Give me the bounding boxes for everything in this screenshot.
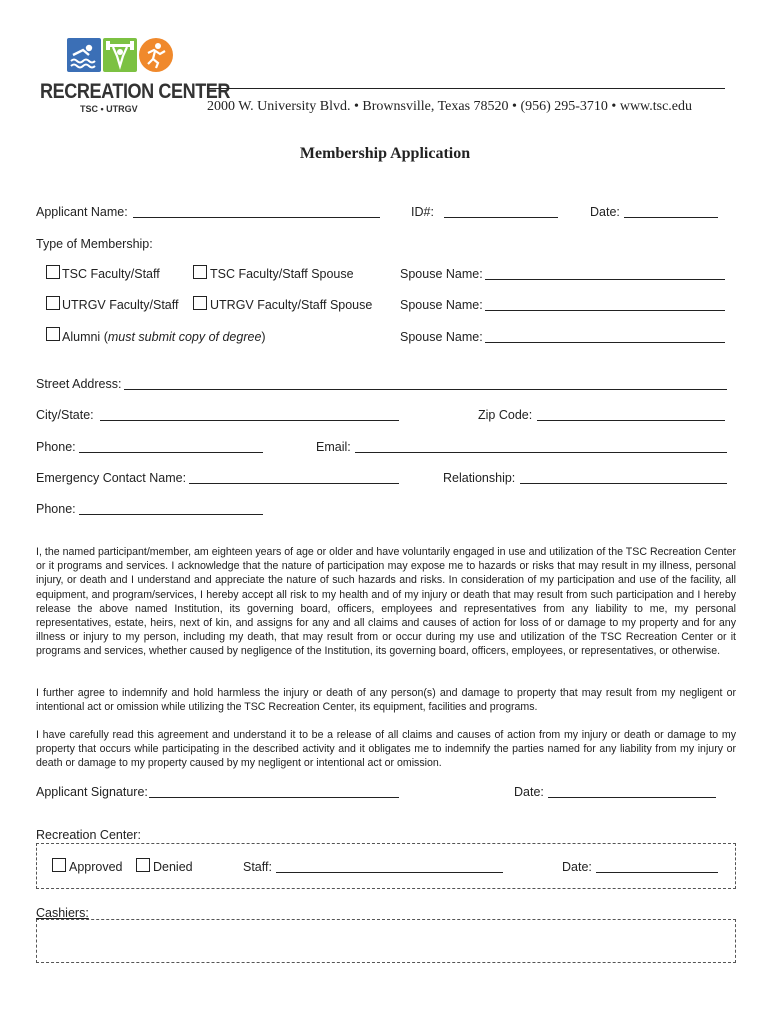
office-date-label: Date: [562, 860, 592, 874]
phone-label: Phone: [36, 440, 76, 454]
spouse-name-label-3: Spouse Name: [400, 330, 483, 344]
checkbox-tsc-spouse[interactable] [193, 265, 207, 279]
checkbox-alumni[interactable] [46, 327, 60, 341]
spouse-name-field-2[interactable] [485, 310, 725, 311]
approved-label: Approved [69, 860, 123, 874]
recreation-center-label: Recreation Center: [36, 828, 141, 842]
city-state-field[interactable] [100, 420, 399, 421]
cashiers-label: Cashiers: [36, 906, 89, 920]
email-field[interactable] [355, 452, 727, 453]
office-date-field[interactable] [596, 872, 718, 873]
alumni-note: must submit copy of degree [107, 330, 262, 344]
phone-field[interactable] [79, 452, 263, 453]
checkbox-utrgv-spouse[interactable] [193, 296, 207, 310]
spouse-name-field-1[interactable] [485, 279, 725, 280]
membership-type-label: Type of Membership: [36, 237, 153, 251]
header-rule [207, 88, 725, 89]
address-line: 2000 W. University Blvd. • Brownsville, Texas 78520 • (956) 295-3710 • www.tsc.edu [207, 99, 693, 114]
denied-label: Denied [153, 860, 193, 874]
zip-code-field[interactable] [537, 420, 725, 421]
option-utrgv-spouse-label: UTRGV Faculty/Staff Spouse [210, 298, 373, 312]
checkbox-approved[interactable] [52, 858, 66, 872]
id-field[interactable] [444, 217, 558, 218]
checkbox-tsc-faculty[interactable] [46, 265, 60, 279]
swimmer-icon [67, 38, 101, 72]
emergency-phone-label: Phone: [36, 502, 76, 516]
logo-title: RECREATION CENTER [40, 80, 231, 103]
email-label: Email: [316, 440, 351, 454]
option-utrgv-faculty-label: UTRGV Faculty/Staff [62, 298, 179, 312]
relationship-label: Relationship: [443, 471, 516, 485]
waiver-paragraph-1: I, the named participant/member, am eighteen years of age or older and have voluntarily engaged in use and utilization of the TSC Recreation Center or it programs and services. I acknowledge that the nature of participation may expose me to hazards or risks that may result in my illness, personal injury, or death and I understand and appreciate the nature of such hazards and risks. In consideration of my participation and use of the facility, all equipment, and program/services, I hereby accept all risk to my health and of my injury or death that may result from such participation and I hereby release the above named Institution, its governing board, officers, employees and representatives from any liability to me, my personal representatives, estate, heirs, next of kin, and assigns for any and all claims and causes of action for loss of or damage to my property and for any illness or injury to my person, including my death, that may result from or occur during my use and utilization of the TSC Recreation Center or it programs and services, whether caused by negligence of the Institution, its governing board, officers, employees, or representatives, or otherwise. [36, 546, 736, 658]
street-address-field[interactable] [124, 389, 727, 390]
option-alumni-label: Alumni (must submit copy of degree) [62, 330, 266, 344]
logo [40, 36, 231, 118]
applicant-date-label: Date: [590, 205, 620, 219]
option-tsc-spouse-label: TSC Faculty/Staff Spouse [210, 267, 354, 281]
emergency-phone-field[interactable] [79, 514, 263, 515]
spouse-name-label-2: Spouse Name: [400, 298, 483, 312]
applicant-signature-label: Applicant Signature: [36, 785, 148, 799]
logo-subtitle: TSC • UTRGV [80, 104, 138, 114]
applicant-date-field[interactable] [624, 217, 718, 218]
applicant-name-field[interactable] [133, 217, 380, 218]
street-address-label: Street Address: [36, 377, 122, 391]
applicant-signature-field[interactable] [149, 797, 399, 798]
zip-code-label: Zip Code: [478, 408, 533, 422]
signature-date-field[interactable] [548, 797, 716, 798]
alumni-text: Alumni [62, 330, 101, 344]
spouse-name-label-1: Spouse Name: [400, 267, 483, 281]
runner-icon [139, 38, 173, 72]
relationship-field[interactable] [520, 483, 727, 484]
emergency-contact-label: Emergency Contact Name: [36, 471, 187, 485]
applicant-name-label: Applicant Name: [36, 205, 128, 219]
weightlifter-icon [103, 38, 137, 72]
emergency-contact-field[interactable] [189, 483, 399, 484]
option-tsc-faculty-label: TSC Faculty/Staff [62, 267, 160, 281]
cashiers-box[interactable] [36, 919, 736, 963]
form-title: Membership Application [299, 145, 471, 162]
staff-label: Staff: [243, 860, 272, 874]
signature-date-label: Date: [514, 785, 544, 799]
id-label: ID#: [411, 205, 434, 219]
spouse-name-field-3[interactable] [485, 342, 725, 343]
city-state-label: City/State: [36, 408, 94, 422]
checkbox-denied[interactable] [136, 858, 150, 872]
staff-field[interactable] [276, 872, 503, 873]
waiver-paragraph-3: I have carefully read this agreement and understand it to be a release of all claims and causes of action from my injury or death or damage to my property that occurs while participating in the described activity and it obligates me to indemnify the parties named for any liability from my injury or death or damage to my property caused by my negligent or intentional act or omission. [36, 729, 736, 770]
checkbox-utrgv-faculty[interactable] [46, 296, 60, 310]
waiver-paragraph-2: I further agree to indemnify and hold harmless the injury or death of any person(s) and damage to property that may result from my negligent or intentional act or omission while utilizing the TSC Recreation Center, its equipment, facilities and programs. [36, 687, 736, 714]
